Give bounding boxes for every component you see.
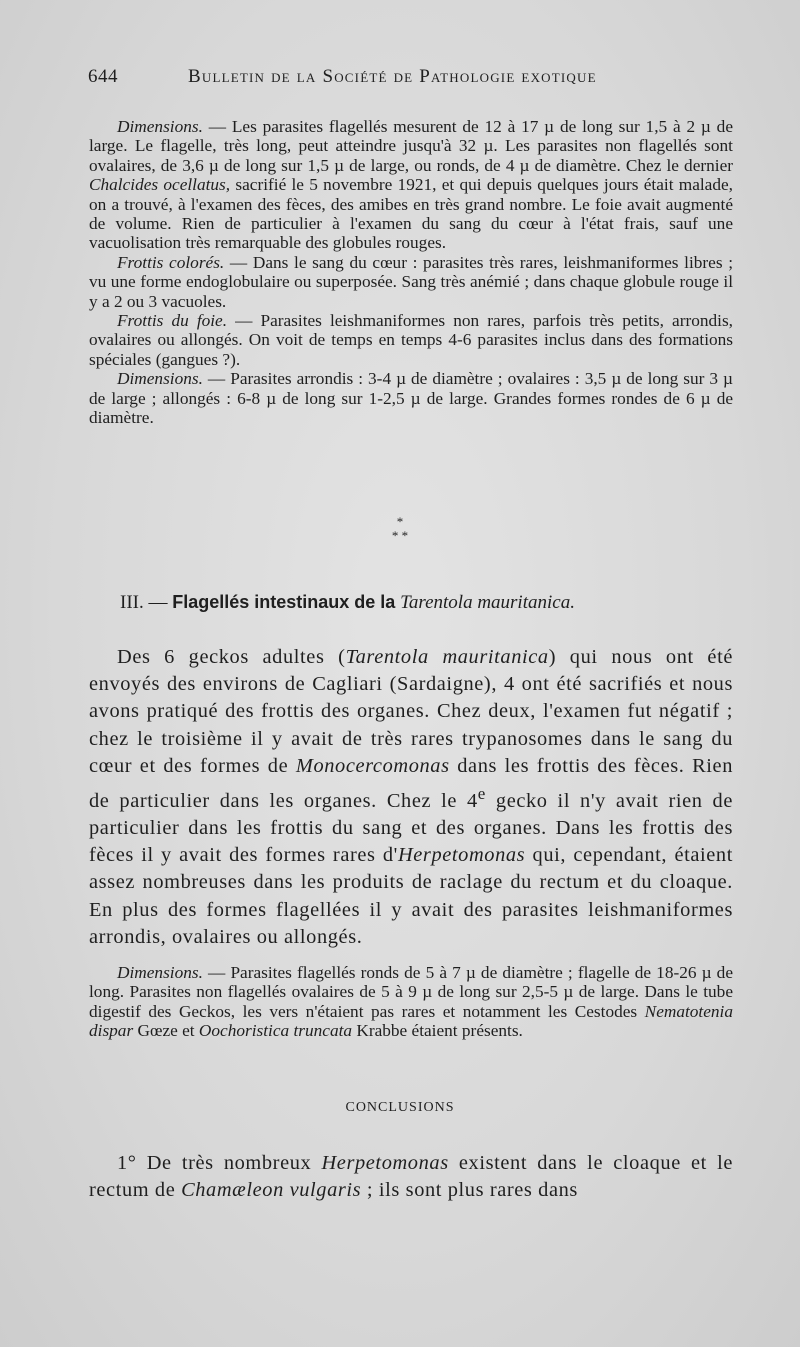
text: — Les parasites flagellés mesurent de 12 à 17 µ de long sur 1,5 à 2 µ de large. Le flagelle, très long, peut atteindre jusqu'à 32 µ. Les parasites non flagellés sont ovalaires, de 3,6 µ de long sur 1,5 µ de large, ou ronds, de 4 µ de diamètre. Chez le dernier — [89, 117, 733, 175]
species-name: Oochoristica truncata — [198, 1021, 353, 1041]
paragraph-dimensions-2 — [89, 369, 733, 427]
text: qui, cependant, étaient assez nombreuses dans les produits de raclage du rectum et du cloaque. En plus des formes flagellées il y avait des parasites leishmaniformes arrondis, ovalaires ou allongés. — [89, 844, 733, 948]
section-heading-bold: Flagellés intestinaux de la — [172, 592, 396, 612]
text: — Parasites flagellés ronds de 5 à 7 µ de diamètre ; flagelle de 18-26 µ de long. Parasites non flagellés ovalaires de 5 à 9 µ de long sur 2,5-5 µ de large. Dans le tube digestif des Geckos, les vers n'étaient pas rares et notamment les Cestodes — [89, 963, 733, 1021]
text: ; ils sont plus rares dans — [361, 1179, 578, 1202]
conclusions-heading: CONCLUSIONS — [345, 1100, 455, 1115]
lead-dimensions: Dimensions. — [117, 369, 203, 389]
text: Gœze et — [133, 1021, 199, 1041]
species-name: Monocercomonas — [295, 754, 450, 777]
top-text-block — [89, 117, 733, 428]
dimensions-text-block — [89, 963, 733, 1041]
conclusion-number: 1° — [117, 1152, 137, 1174]
conclusions-text-block — [89, 1150, 733, 1204]
text: dans les frottis des fèces. Rien de particulier dans les organes. Chez le 4 — [89, 754, 733, 812]
lead-frottis-colores: Frottis colorés. — [117, 252, 225, 272]
paragraph-frottis-foie — [89, 311, 733, 369]
lead-frottis-foie: Frottis du foie. — [117, 311, 228, 331]
stars: * * — [391, 528, 409, 543]
text: — Parasites arrondis : 3-4 µ de diamètre ; ovalaires : 3,5 µ de long sur 3 µ de large ; allongés : 6-8 µ de long sur 1-2,5 µ de large. Grandes formes rondes de 6 µ de diamètre. — [89, 369, 733, 428]
text: — Dans le sang du cœur : parasites très rares, leishmaniformes libres ; vu une forme endoglobulaire ou superposée. Sang très anémié ; dans chaque globule rouge il y a 2 ou 3 vacuoles. — [89, 252, 733, 311]
text: ) qui nous ont été envoyés des environs de Cagliari (Sardaigne), 4 ont été sacrifiés et nous avons pratiqué des frottis des organes. Chez deux, l'examen fut négatif ; chez le troisième il y avait de très rares trypanosomes dans le sang du cœur et des formes de — [89, 646, 733, 777]
lead-dimensions: Dimensions. — [117, 117, 203, 136]
species-name: Herpetomonas — [397, 844, 526, 867]
running-title: Bulletin de la Société de Pathologie exotique — [188, 66, 597, 87]
section-heading — [120, 592, 575, 614]
paragraph-geckos — [89, 644, 733, 951]
text: De très nombreux — [136, 1152, 322, 1174]
species-name: Tarentola mauritanica — [345, 646, 549, 668]
text: Des 6 geckos adultes ( — [117, 646, 346, 668]
species-name: Herpetomonas — [321, 1152, 449, 1174]
paragraph-dimensions-3 — [89, 963, 733, 1041]
asterism-separator — [0, 515, 800, 543]
text: existent dans le cloaque et le rectum de — [89, 1152, 733, 1202]
paragraph-frottis-colores — [89, 253, 733, 311]
text: — Parasites leishmaniformes non rares, parfois très petits, arrondis, ovalaires ou allongés. On voit de temps en temps 4-6 parasites inclus dans des formations spéciales (gangues ?). — [89, 311, 733, 369]
species-name: Chamæleon vulgaris — [181, 1179, 362, 1202]
lead-dimensions: Dimensions. — [117, 963, 203, 982]
page-number: 644 — [88, 66, 118, 87]
section-heading-species: Tarentola mauritanica. — [400, 592, 575, 613]
species-name: Nematotenia dispar — [89, 1001, 733, 1041]
main-text-block — [89, 644, 733, 951]
star: * — [396, 514, 404, 529]
text: sacrifié le 5 novembre 1921, et qui depuis quelques jours était malade, on a trouvé, à l'examen des fèces, des amibes en très grand nombre. Le foie avait augmenté de volume. Rien de particulier à l'examen du sang du cœur à l'état frais, sauf une vacuolisation très remarquable des globules rouges. — [89, 175, 733, 253]
superscript: e — [477, 784, 486, 804]
section-numeral: III. — — [120, 592, 168, 613]
species-name: Chalcides ocellatus, — [89, 175, 231, 195]
text: gecko il n'y avait rien de particulier dans les frottis du sang et des organes. Dans les frottis des fèces il y avait des formes rares d' — [89, 789, 733, 867]
conclusion-item-1 — [89, 1150, 733, 1204]
paragraph-dimensions-1 — [89, 117, 733, 253]
text: Krabbe étaient présents. — [352, 1021, 523, 1041]
